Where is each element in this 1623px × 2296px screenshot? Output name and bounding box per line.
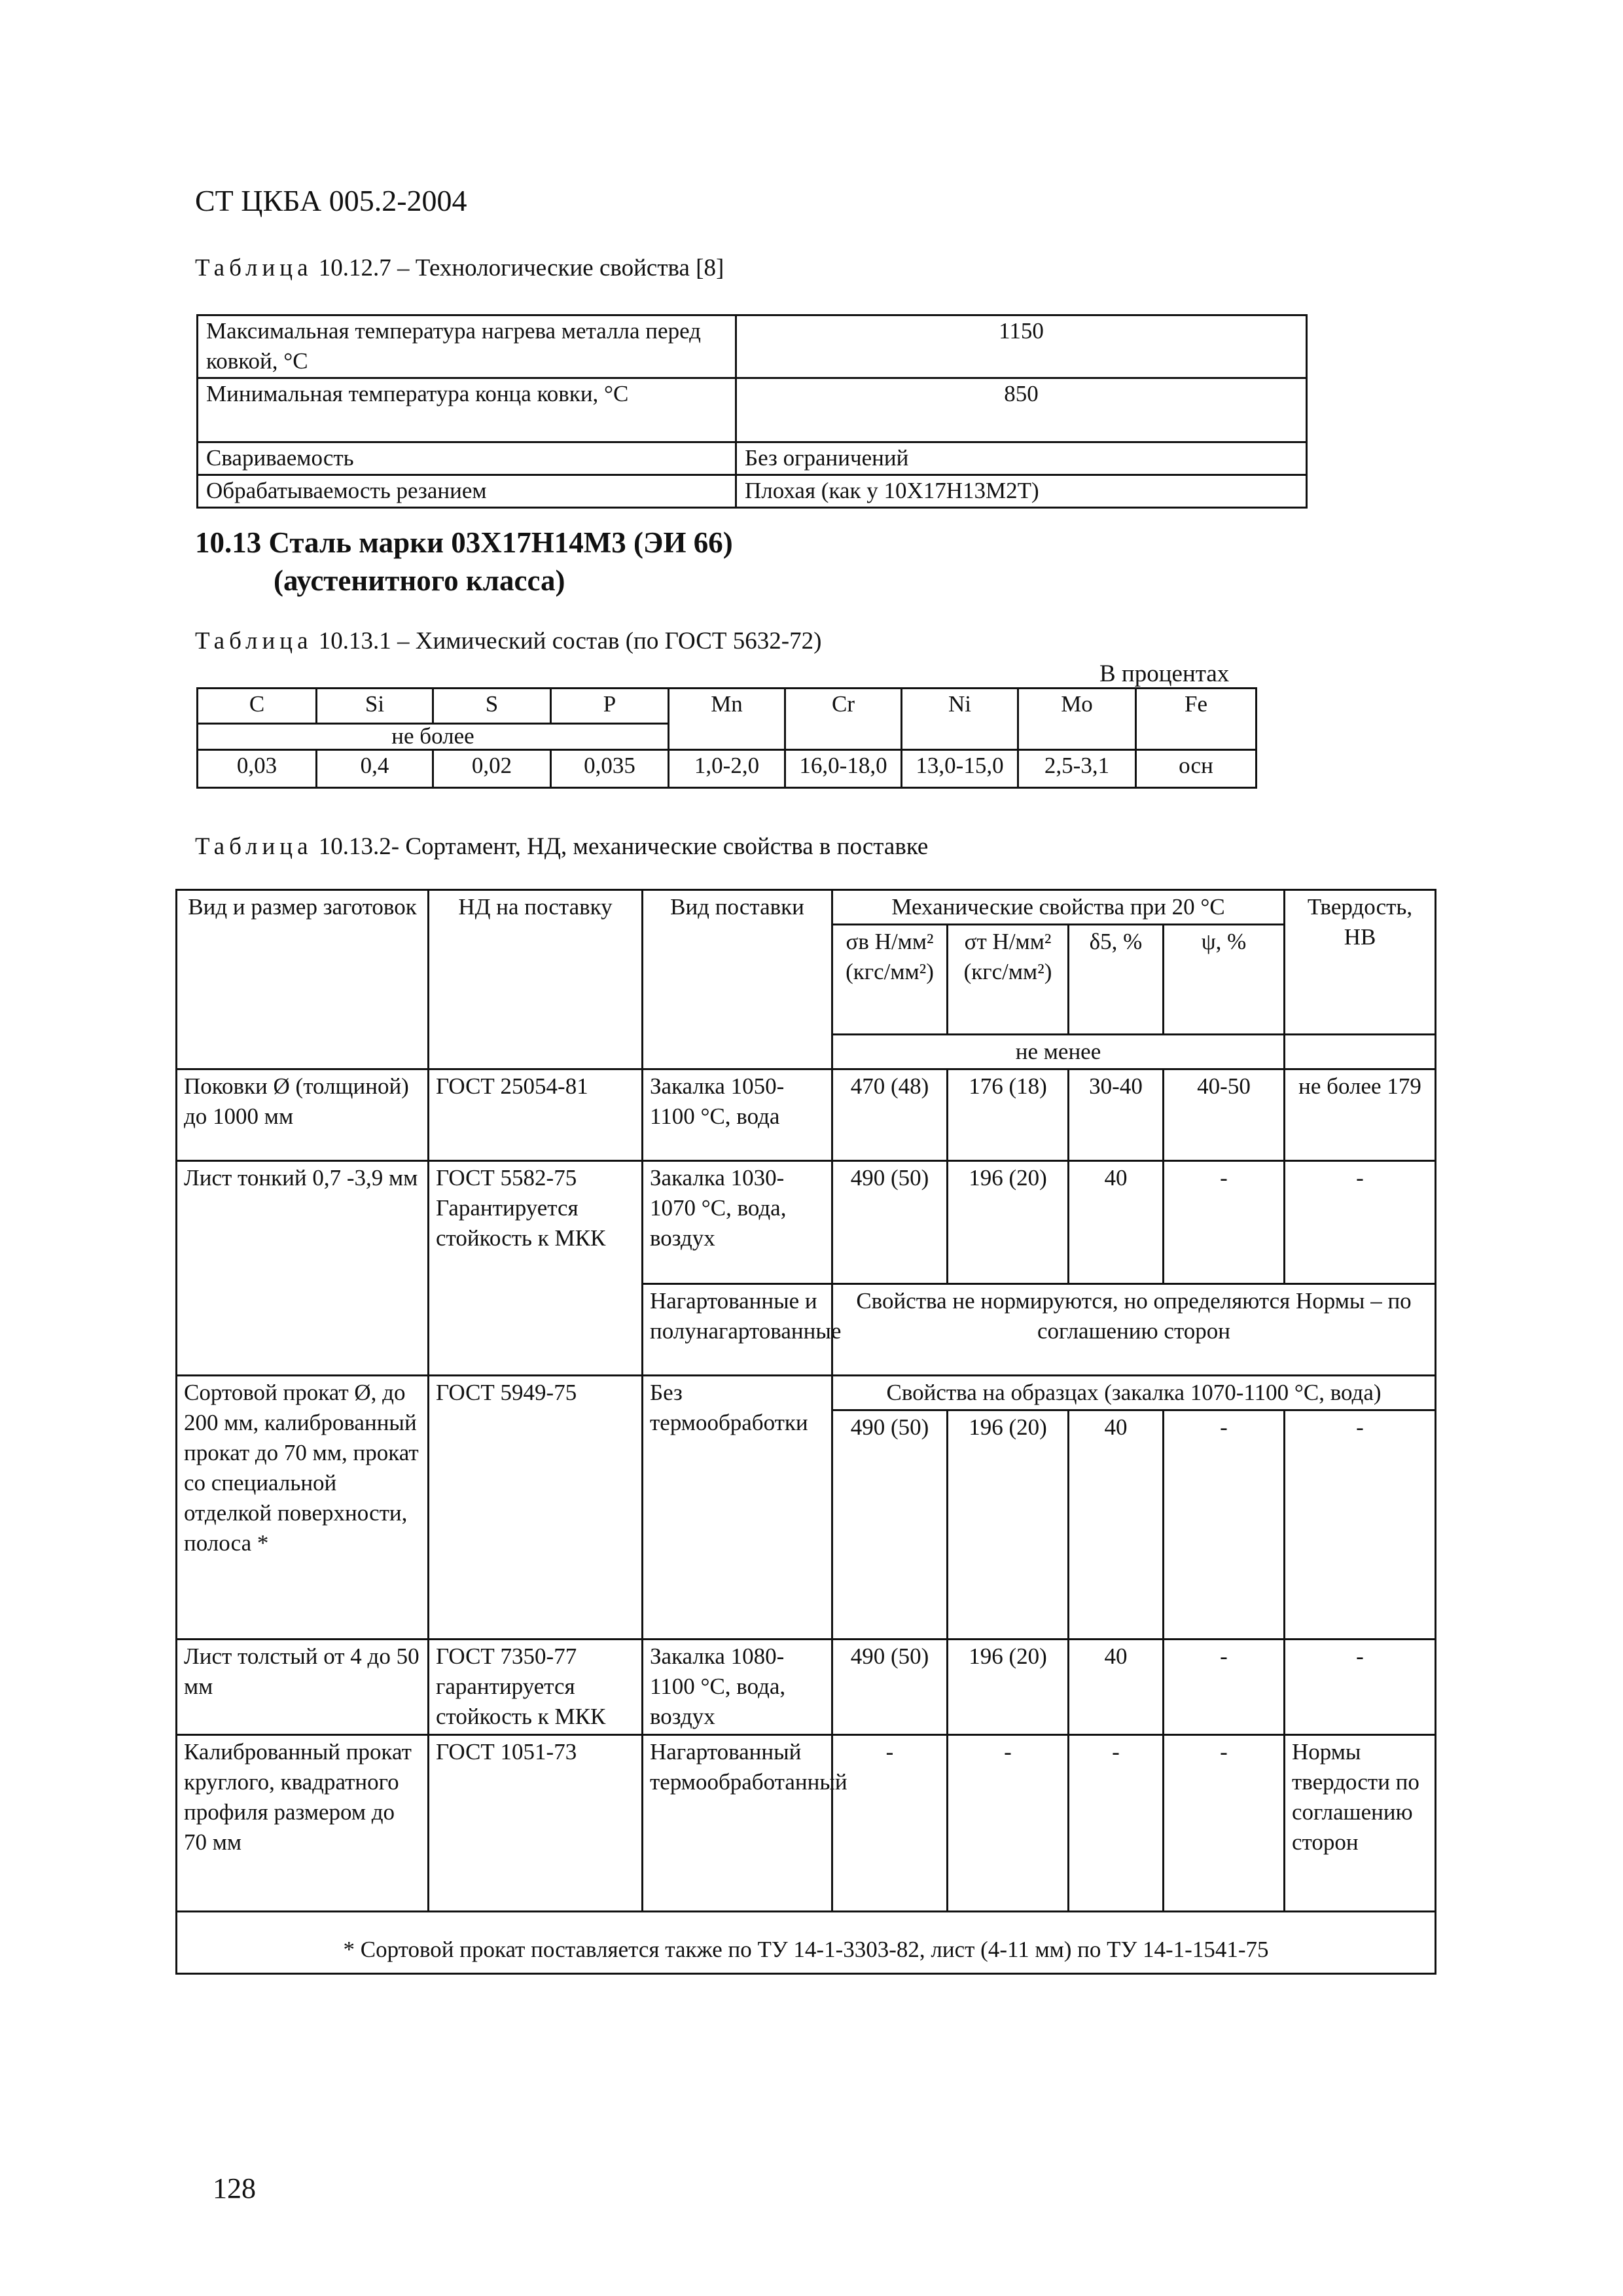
table-cell: 2,5-3,1 (1018, 750, 1136, 788)
element-si-header: Si (317, 689, 433, 724)
table-cell: - (1285, 1161, 1436, 1284)
table-row (198, 315, 1307, 378)
table-cell: Нагартованные и полунагартованные (643, 1284, 832, 1376)
table-cell: Максимальная температура нагрева металла перед ковкой, °С (198, 315, 736, 378)
table-cell: 490 (50) (832, 1640, 948, 1735)
table-cell: - (1285, 1640, 1436, 1735)
table-cell: 40 (1069, 1410, 1164, 1640)
blank-type-header: Вид и размер заготовок (177, 890, 429, 1069)
table-cell: ГОСТ 7350-77 гарантируется стойкость к МКК (429, 1640, 643, 1735)
section-title: 10.13 Сталь марки 03Х17Н14М3 (ЭИ 66) (195, 526, 733, 559)
table3-footnote: * Сортовой прокат поставляется также по ТУ 14-1-3303-82, лист (4-11 мм) по ТУ 14-1-1541-75 (177, 1912, 1436, 1974)
table-cell: 1150 (736, 315, 1307, 378)
table-cell: Поковки Ø (толщиной) до 1000 мм (177, 1069, 429, 1161)
mechanical-properties-header: Механические свойства при 20 °С (832, 890, 1285, 925)
table-cell: - (1164, 1410, 1285, 1640)
table-row (198, 378, 1307, 442)
table3-caption (195, 833, 928, 861)
table-cell: Лист толстый от 4 до 50 мм (177, 1640, 429, 1735)
table-cell: не более 179 (1285, 1069, 1436, 1161)
table-cell: 40-50 (1164, 1069, 1285, 1161)
table2-caption-text: 10.13.1 – Химический состав (по ГОСТ 5632-72) (312, 628, 822, 655)
table-cell: Закалка 1080-1100 °С, вода, воздух (643, 1640, 832, 1735)
element-c-header: C (198, 689, 317, 724)
page-number: 128 (213, 2172, 256, 2204)
table-cell: ГОСТ 5949-75 (429, 1376, 643, 1640)
table2-caption-word: Таблица (195, 628, 313, 655)
element-mn-header: Mn (669, 689, 785, 750)
table-cell: ГОСТ 25054-81 (429, 1069, 643, 1161)
table-row (177, 1376, 1436, 1410)
assortment-properties-table (175, 889, 1436, 1975)
table-cell: Плохая (как у 10Х17Н13М2Т) (736, 475, 1307, 508)
element-ni-header: Ni (902, 689, 1018, 750)
merged-note-cell: Свойства на образцах (закалка 1070-1100 °С, вода) (832, 1376, 1436, 1410)
table-cell: 40 (1069, 1161, 1164, 1284)
table-cell: ГОСТ 5582-75 Гарантируется стойкость к МКК (429, 1161, 643, 1376)
yield-strength-header: σт Н/мм² (кгс/мм²) (948, 925, 1069, 1035)
table-cell: Сортовой прокат Ø, до 200 мм, калиброванный прокат до 70 мм, прокат со специальной отделкой поверхности, полоса * (177, 1376, 429, 1640)
table-cell: Свариваемость (198, 442, 736, 475)
table-row (198, 750, 1257, 788)
reduction-header: ψ, % (1164, 925, 1285, 1035)
not-more-than-label: не более (198, 724, 669, 750)
element-cr-header: Cr (785, 689, 902, 750)
table-cell (1285, 1035, 1436, 1069)
table-cell: 16,0-18,0 (785, 750, 902, 788)
table-row (177, 1912, 1436, 1974)
table-cell: 850 (736, 378, 1307, 442)
document-code: СТ ЦКБА 005.2-2004 (195, 184, 467, 217)
table-cell: - (1164, 1735, 1285, 1912)
tensile-strength-header: σв Н/мм² (кгс/мм²) (832, 925, 948, 1035)
table-cell: 470 (48) (832, 1069, 948, 1161)
table-cell: 196 (20) (948, 1161, 1069, 1284)
table-cell: Закалка 1050-1100 °С, вода (643, 1069, 832, 1161)
table-row (177, 1069, 1436, 1161)
table1-caption (195, 254, 724, 282)
table-cell: Закалка 1030-1070 °С, вода, воздух (643, 1161, 832, 1284)
section-heading (195, 524, 733, 600)
table-cell: 0,035 (551, 750, 669, 788)
table-cell: Нормы твердости по соглашению сторон (1285, 1735, 1436, 1912)
table1-caption-text: 10.12.7 – Технологические свойства [8] (312, 255, 724, 281)
section-subtitle: (аустенитного класса) (274, 564, 565, 597)
not-less-than-label: не менее (832, 1035, 1285, 1069)
technological-properties-table (196, 314, 1308, 509)
table-cell: Калиброванный прокат круглого, квадратного профиля размером до 70 мм (177, 1735, 429, 1912)
table-cell: - (1285, 1410, 1436, 1640)
table-cell: 1,0-2,0 (669, 750, 785, 788)
table-row (177, 1735, 1436, 1912)
standard-header: НД на поставку (429, 890, 643, 1069)
table-cell: Без термообработки (643, 1376, 832, 1640)
table-cell: 13,0-15,0 (902, 750, 1018, 788)
table-cell: 40 (1069, 1640, 1164, 1735)
table-cell: - (1069, 1735, 1164, 1912)
element-mo-header: Mo (1018, 689, 1136, 750)
elongation-header: δ5, % (1069, 925, 1164, 1035)
table-cell: ГОСТ 1051-73 (429, 1735, 643, 1912)
table-cell: 0,4 (317, 750, 433, 788)
table-cell: - (1164, 1161, 1285, 1284)
chemical-composition-table (196, 687, 1257, 789)
table-row (198, 689, 1257, 724)
element-fe-header: Fe (1136, 689, 1257, 750)
table-cell: - (832, 1735, 948, 1912)
table-cell: 490 (50) (832, 1161, 948, 1284)
table-row (198, 475, 1307, 508)
table-cell: - (1164, 1640, 1285, 1735)
merged-note-cell: Свойства не нормируются, но определяются Нормы – по соглашению сторон (832, 1284, 1436, 1376)
table-cell: 30-40 (1069, 1069, 1164, 1161)
element-p-header: P (551, 689, 669, 724)
table-cell: 0,03 (198, 750, 317, 788)
table-cell: Лист тонкий 0,7 -3,9 мм (177, 1161, 429, 1376)
table-cell: 490 (50) (832, 1410, 948, 1640)
table-cell: Обрабатываемость резанием (198, 475, 736, 508)
table1-caption-word: Таблица (195, 255, 313, 281)
table-row (198, 442, 1307, 475)
table2-caption (195, 627, 821, 655)
table-cell: 196 (20) (948, 1640, 1069, 1735)
table-cell: - (948, 1735, 1069, 1912)
table-cell: 196 (20) (948, 1410, 1069, 1640)
element-s-header: S (433, 689, 551, 724)
table-cell: Минимальная температура конца ковки, °С (198, 378, 736, 442)
hardness-header: Твердость, НВ (1285, 890, 1436, 1035)
supply-type-header: Вид поставки (643, 890, 832, 1069)
table-cell: Нагартованный термообработанный (643, 1735, 832, 1912)
table-cell: 0,02 (433, 750, 551, 788)
table-cell: Без ограничений (736, 442, 1307, 475)
table-row (177, 1640, 1436, 1735)
table-row (177, 890, 1436, 925)
table-row (177, 1161, 1436, 1284)
table-cell: 176 (18) (948, 1069, 1069, 1161)
table3-caption-word: Таблица (195, 833, 313, 860)
table2-unit-label: В процентах (1099, 660, 1230, 687)
table-cell: осн (1136, 750, 1257, 788)
table3-caption-text: 10.13.2- Сортамент, НД, механические свойства в поставке (312, 833, 929, 860)
